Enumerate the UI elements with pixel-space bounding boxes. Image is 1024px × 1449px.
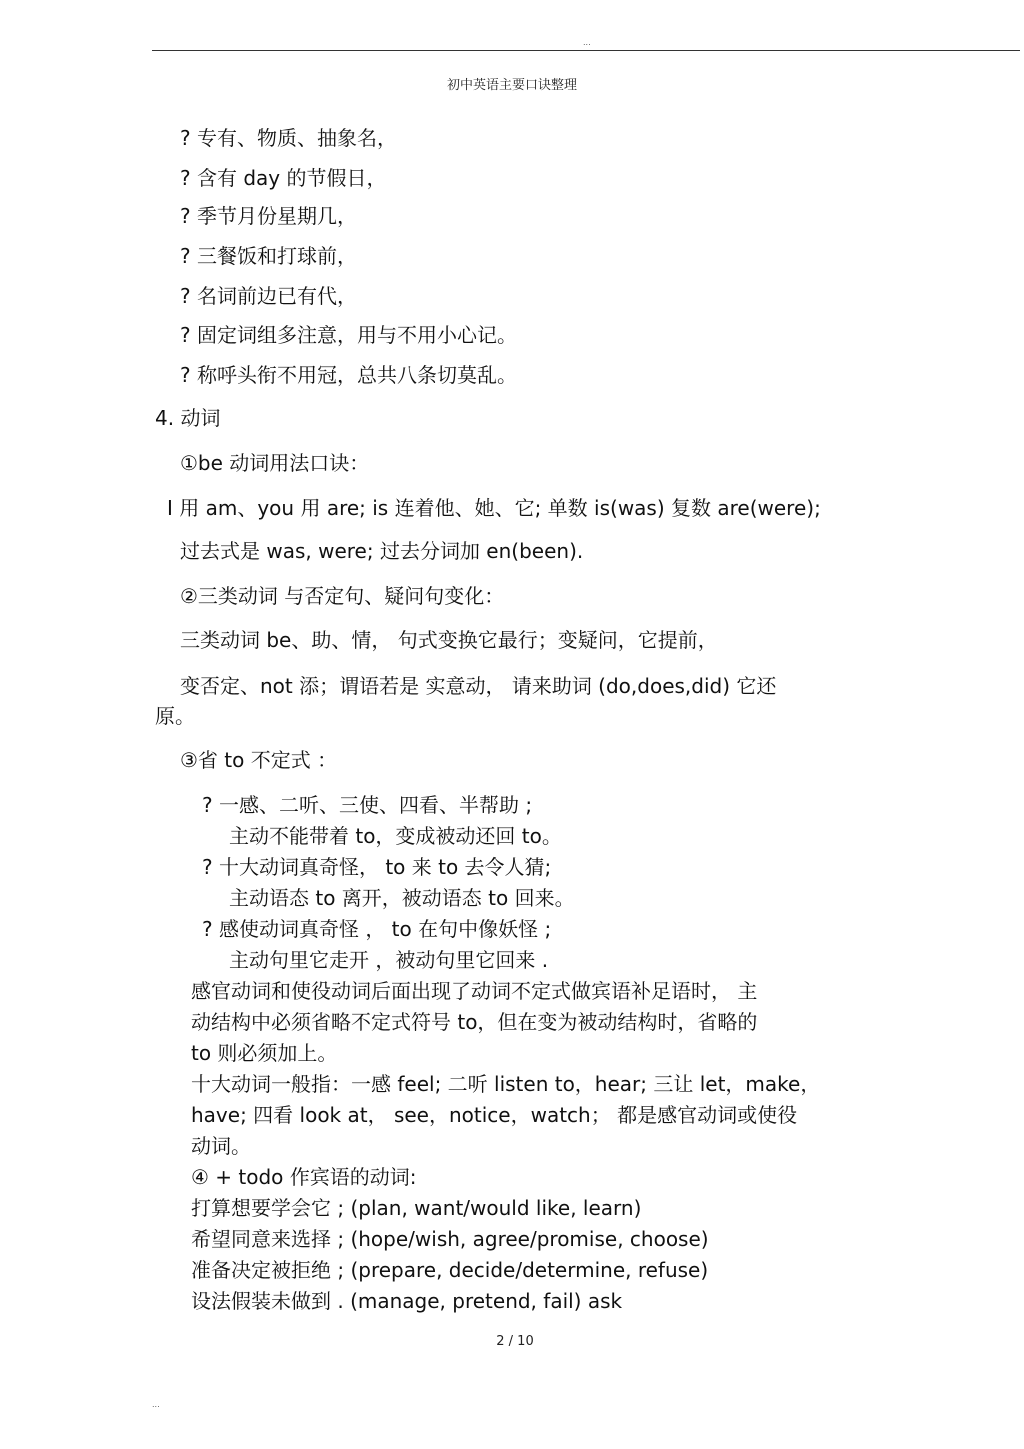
page-header-title: 初中英语主要口诀整理 xyxy=(446,78,577,93)
text-line: ? 一感、二听、三使、四看、半帮助 ; xyxy=(202,793,533,817)
text-line: ④ + todo 作宾语的动词: xyxy=(191,1165,417,1189)
text-line: 准备决定被拒绝 ; (prepare, decide/determine, refuse) xyxy=(191,1258,709,1282)
text-line: 动结构中必须省略不定式符号 to，但在变为被动结构时，省略的 xyxy=(191,1010,758,1034)
text-line: 三类动词 be、助、情， 句式变换它最行；变疑问，它提前， xyxy=(180,628,718,652)
header-rule xyxy=(152,50,1020,51)
footer-dots: ... xyxy=(152,1400,160,1409)
text-line: 打算想要学会它 ; (plan, want/would like, learn) xyxy=(191,1196,642,1220)
page-number: 2 / 10 xyxy=(496,1334,534,1349)
header-dots: ... xyxy=(583,38,591,47)
text-line: 感官动词和使役动词后面出现了动词不定式做宾语补足语时， 主 xyxy=(191,979,758,1003)
subheading: ②三类动词 与否定句、疑问句变化： xyxy=(180,584,505,608)
text-line: 主动不能带着 to，变成被动还回 to。 xyxy=(229,824,562,848)
text-line: I 用 am、you 用 are; is 连着他、她、它; 单数 is(was) 复数 are(were); xyxy=(167,496,821,520)
text-line: 动词。 xyxy=(191,1134,251,1158)
text-line: ? 名词前边已有代， xyxy=(180,284,357,308)
text-line: 主动语态 to 离开，被动语态 to 回来。 xyxy=(229,886,575,910)
text-line: 过去式是 was, were; 过去分词加 en(been). xyxy=(180,539,584,563)
subheading: ③省 to 不定式 ： xyxy=(180,748,338,772)
text-line: 十大动词一般指：一感 feel; 二听 listen to，hear; 三让 let，make， xyxy=(191,1072,821,1096)
text-line: ? 含有 day 的节假日， xyxy=(180,166,387,190)
text-line: to 则必须加上。 xyxy=(191,1041,338,1065)
text-line: 原。 xyxy=(155,704,195,728)
text-line: 变否定、not 添；谓语若是 实意动， 请来助词 (do,does,did) 它还 xyxy=(180,674,777,698)
text-line: ? 称呼头衔不用冠，总共八条切莫乱。 xyxy=(180,363,517,387)
subheading: ①be 动词用法口诀： xyxy=(180,451,370,475)
text-line: ? 十大动词真奇怪， to 来 to 去令人猜; xyxy=(202,855,552,879)
text-line: ? 专有、物质、抽象名， xyxy=(180,126,397,150)
text-line: have; 四看 look at， see，notice，watch； 都是感官动词或使役 xyxy=(191,1103,798,1127)
text-line: 希望同意来选择 ; (hope/wish, agree/promise, choose) xyxy=(191,1227,709,1251)
text-line: ? 季节月份星期几， xyxy=(180,204,357,228)
text-line: ? 固定词组多注意，用与不用小心记。 xyxy=(180,323,517,347)
section-heading: 4. 动词 xyxy=(155,406,221,430)
text-line: ? 三餐饭和打球前， xyxy=(180,244,357,268)
text-line: 设法假装未做到 . (manage, pretend, fail) ask xyxy=(191,1289,623,1313)
text-line: 主动句里它走开 ，被动句里它回来 . xyxy=(229,948,549,972)
text-line: ? 感使动词真奇怪 ， to 在句中像妖怪 ; xyxy=(202,917,552,941)
